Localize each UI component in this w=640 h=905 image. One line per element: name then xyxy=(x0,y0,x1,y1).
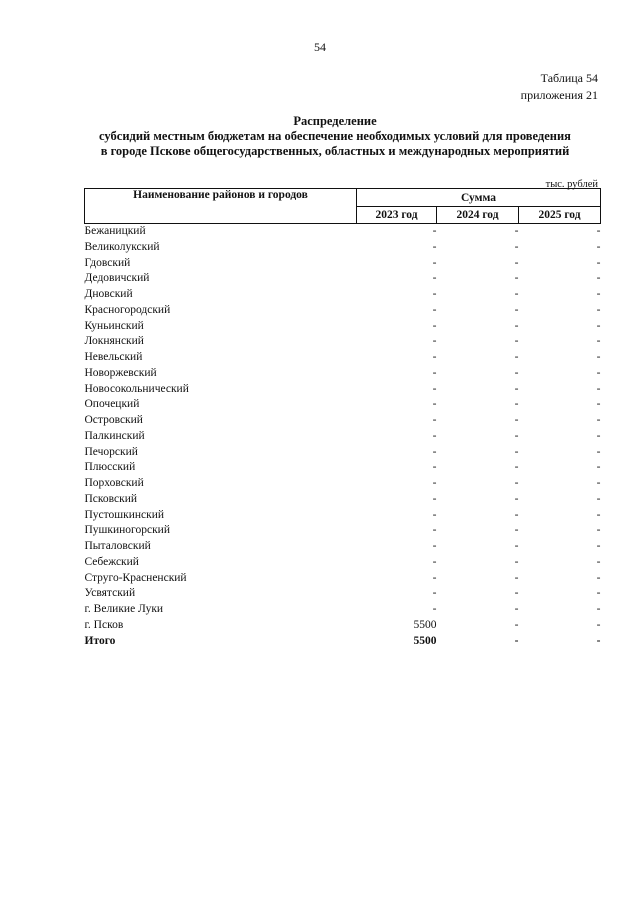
value-2024: - xyxy=(514,603,519,615)
value-2024: - xyxy=(514,351,519,363)
header-year-2024: 2024 год xyxy=(437,207,519,224)
value-2024: - xyxy=(514,461,519,474)
value-2025: - xyxy=(596,603,601,615)
region-name: Пустошкинский xyxy=(84,508,165,521)
value-2025: - xyxy=(596,351,601,363)
value-2025: - xyxy=(596,555,601,568)
value-2025: - xyxy=(596,587,601,600)
header-year-2023: 2023 год xyxy=(357,207,437,224)
value-2024: - xyxy=(514,540,519,552)
table-row xyxy=(85,539,601,555)
region-name: Красногородский xyxy=(84,303,171,316)
value-2024: - xyxy=(514,445,519,458)
value-2024: - xyxy=(514,382,519,395)
value-2025: - xyxy=(596,225,601,237)
value-2024: - xyxy=(514,398,519,411)
value-2023: - xyxy=(432,508,437,521)
value-2023: - xyxy=(432,398,437,411)
table-row xyxy=(85,334,601,350)
table-row xyxy=(85,350,601,366)
value-2024: - xyxy=(514,303,519,316)
value-2023: - xyxy=(432,272,437,285)
table-row xyxy=(85,445,601,461)
title-line-3: в городе Пскове общегосударственных, областных и международных мероприятий xyxy=(100,144,570,158)
value-2024: - xyxy=(514,414,519,426)
table-reference xyxy=(521,70,598,104)
value-2024: - xyxy=(514,366,519,379)
value-2023: - xyxy=(432,225,437,237)
table-row xyxy=(85,476,601,492)
value-2024: - xyxy=(514,524,519,537)
value-2024: - xyxy=(514,240,519,253)
value-2025: - xyxy=(596,303,601,316)
value-2023: - xyxy=(432,555,437,568)
value-2024: - xyxy=(514,288,519,300)
value-2023: - xyxy=(432,382,437,395)
value-2023: 5500 xyxy=(413,618,437,631)
table-row xyxy=(85,413,601,429)
value-2024: - xyxy=(514,587,519,600)
page-number: 54 xyxy=(314,40,326,54)
header-year-2025: 2025 год xyxy=(519,207,601,224)
table-row xyxy=(85,240,601,256)
region-name: Псковский xyxy=(84,492,138,505)
value-2023: - xyxy=(432,524,437,537)
value-2025: - xyxy=(596,492,601,505)
region-name: Печорский xyxy=(84,445,138,458)
allocation-table xyxy=(84,188,601,649)
region-name: Дновский xyxy=(84,288,133,300)
table-row xyxy=(85,508,601,524)
value-2023: - xyxy=(432,303,437,316)
region-name: Куньинский xyxy=(84,319,144,332)
value-2023: - xyxy=(432,477,437,489)
region-name: г. Великие Луки xyxy=(84,603,164,615)
value-2024: - xyxy=(514,335,519,348)
value-2025: - xyxy=(596,524,601,537)
region-name: Новосокольнический xyxy=(84,382,189,395)
region-name: Новоржевский xyxy=(84,366,157,379)
value-2024: - xyxy=(514,272,519,285)
value-2024: - xyxy=(514,429,519,442)
value-2025: - xyxy=(596,540,601,552)
value-2023: - xyxy=(432,429,437,442)
region-name: Усвятский xyxy=(84,587,136,600)
value-2025: - xyxy=(596,477,601,489)
region-name: Порховский xyxy=(84,477,144,489)
value-2025: - xyxy=(596,366,601,379)
value-2023: 5500 xyxy=(413,634,437,647)
table-row xyxy=(85,586,601,602)
value-2025: - xyxy=(596,288,601,300)
value-2023: - xyxy=(432,319,437,332)
value-2023: - xyxy=(432,256,437,269)
value-2023: - xyxy=(432,366,437,379)
value-2025: - xyxy=(596,508,601,521)
region-name: Палкинский xyxy=(84,429,145,442)
table-row xyxy=(85,303,601,319)
value-2025: - xyxy=(596,398,601,411)
value-2025: - xyxy=(596,272,601,285)
value-2024: - xyxy=(514,618,519,631)
value-2023: - xyxy=(432,492,437,505)
table-row xyxy=(85,492,601,508)
region-name: Себежский xyxy=(84,555,139,568)
value-2025: - xyxy=(596,445,601,458)
value-2025: - xyxy=(596,319,601,332)
region-name: Великолукский xyxy=(84,240,160,253)
region-name: Пушкиногорский xyxy=(84,524,170,537)
region-name: Невельский xyxy=(84,351,143,363)
table-row xyxy=(85,287,601,303)
value-2025: - xyxy=(596,634,601,647)
table-row xyxy=(85,618,601,634)
value-2025: - xyxy=(596,429,601,442)
table-row xyxy=(85,523,601,539)
value-2023: - xyxy=(432,461,437,474)
region-name: Пыталовский xyxy=(84,540,151,552)
value-2024: - xyxy=(514,319,519,332)
value-2025: - xyxy=(596,240,601,253)
appendix-number: приложения 21 xyxy=(520,88,598,102)
table-row xyxy=(85,429,601,445)
value-2024: - xyxy=(514,492,519,505)
table-row xyxy=(85,460,601,476)
table-row xyxy=(85,366,601,382)
value-2024: - xyxy=(514,555,519,568)
region-name: Опочецкий xyxy=(84,398,140,411)
value-2024: - xyxy=(514,256,519,269)
value-2023: - xyxy=(432,351,437,363)
header-sum: Сумма xyxy=(357,189,601,207)
table-number: Таблица 54 xyxy=(540,71,598,85)
table-row xyxy=(85,602,601,618)
value-2025: - xyxy=(596,382,601,395)
region-name: Струго-Красненский xyxy=(84,571,187,584)
value-2024: - xyxy=(514,508,519,521)
value-2023: - xyxy=(432,587,437,600)
region-name: Итого xyxy=(84,634,116,647)
title-line-1: Распределение xyxy=(293,114,377,128)
total-row xyxy=(85,634,601,650)
header-name: Наименование районов и городов xyxy=(85,189,357,224)
table-row xyxy=(85,256,601,272)
table-row xyxy=(85,271,601,287)
value-2023: - xyxy=(432,335,437,348)
value-2025: - xyxy=(596,335,601,348)
table-row xyxy=(85,571,601,587)
region-name: Островский xyxy=(84,414,143,426)
region-name: г. Псков xyxy=(84,618,124,631)
document-title xyxy=(70,114,600,159)
value-2023: - xyxy=(432,240,437,253)
table-row xyxy=(85,382,601,398)
region-name: Гдовский xyxy=(84,256,131,269)
region-name: Плюсский xyxy=(84,461,136,474)
table-row xyxy=(85,555,601,571)
region-name: Локнянский xyxy=(84,335,144,348)
value-2025: - xyxy=(596,256,601,269)
table-row xyxy=(85,397,601,413)
value-2024: - xyxy=(514,571,519,584)
value-2025: - xyxy=(596,571,601,584)
value-2023: - xyxy=(432,288,437,300)
title-line-2: субсидий местным бюджетам на обеспечение необходимых условий для проведения xyxy=(99,129,571,143)
table-row xyxy=(85,319,601,335)
region-name: Бежаницкий xyxy=(84,225,146,237)
table-row xyxy=(85,224,601,240)
units-label: тыс. рублей xyxy=(545,179,598,190)
value-2024: - xyxy=(514,225,519,237)
table-body xyxy=(85,224,601,650)
value-2023: - xyxy=(432,603,437,615)
value-2023: - xyxy=(432,571,437,584)
value-2025: - xyxy=(596,461,601,474)
value-2023: - xyxy=(432,445,437,458)
value-2024: - xyxy=(514,477,519,489)
value-2024: - xyxy=(514,634,519,647)
value-2025: - xyxy=(596,618,601,631)
region-name: Дедовичский xyxy=(84,272,150,285)
value-2023: - xyxy=(432,540,437,552)
value-2025: - xyxy=(596,414,601,426)
value-2023: - xyxy=(432,414,437,426)
